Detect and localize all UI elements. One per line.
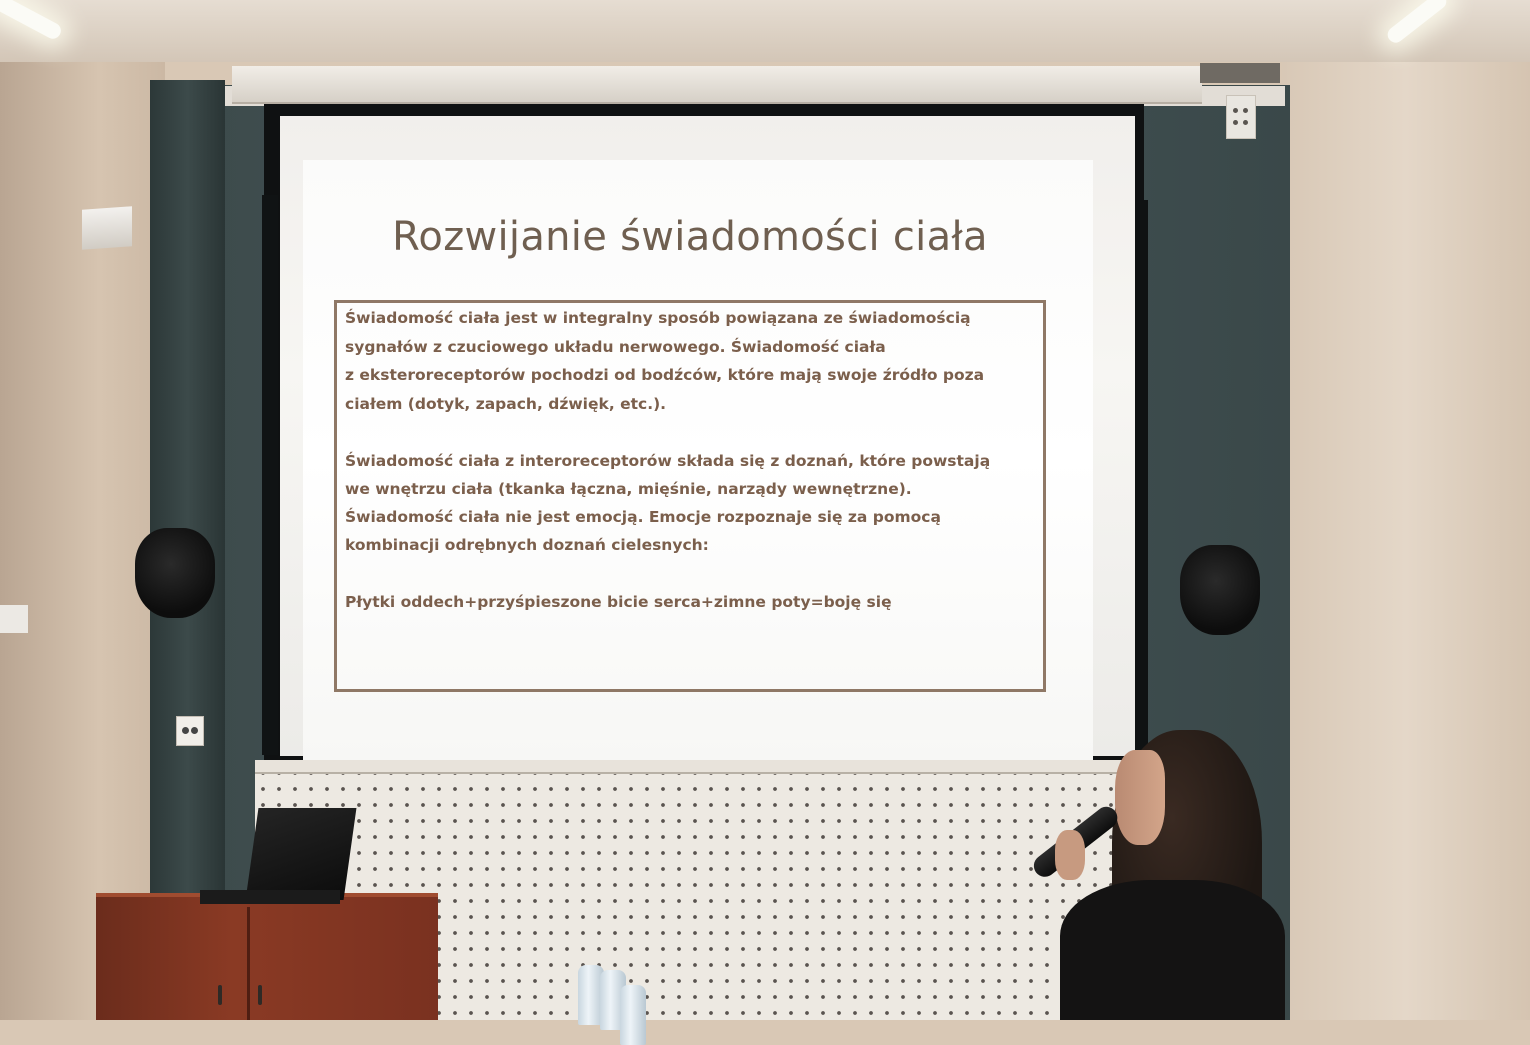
presenter-face [1115, 750, 1165, 845]
cabinet-handle [258, 985, 262, 1005]
laptop-base [200, 890, 340, 904]
cabinet-handle [218, 985, 222, 1005]
presenter-hand [1055, 830, 1085, 880]
outlet-hole [1243, 108, 1248, 113]
projector-screen-casing [232, 66, 1202, 104]
casing-end-cap [1200, 63, 1280, 83]
ceiling [0, 0, 1530, 62]
outlet-hole [1243, 120, 1248, 125]
slide-text-line: z eksteroreceptorów pochodzi od bodźców, które mają swoje źródło poza [345, 366, 985, 384]
wall-sensor [82, 206, 132, 249]
outlet-hole [1233, 108, 1238, 113]
wall-outlet [1226, 95, 1256, 139]
laptop-lid [246, 808, 357, 900]
cabinet-door-gap [247, 907, 250, 1020]
wooden-cabinet [96, 897, 438, 1020]
slide-text-line: Płytki oddech+przyśpieszone bicie serca+zimne poty=boję się [345, 593, 892, 611]
slide-text-line: Świadomość ciała nie jest emocją. Emocje rozpoznaje się za pomocą [345, 508, 941, 526]
screen-rail-left [262, 195, 278, 755]
right-wall [1282, 62, 1530, 1020]
slide-text-line: Świadomość ciała z interoreceptorów składa się z doznań, które powstają [345, 452, 991, 470]
speaker-left [135, 528, 215, 618]
outlet-hole [1233, 120, 1238, 125]
slide-text-line: we wnętrzu ciała (tkanka łączna, mięśnie, narządy wewnętrzne). [345, 480, 912, 498]
slide-text-line: kombinacji odrębnych doznań cielesnych: [345, 536, 709, 554]
left-wall [0, 62, 165, 1020]
speaker-right [1180, 545, 1260, 635]
slide-text-line: ciałem (dotyk, zapach, dźwięk, etc.). [345, 395, 667, 413]
socket-hole [191, 727, 198, 734]
presenter-body [1060, 880, 1285, 1020]
power-socket [176, 716, 204, 746]
light-switch [0, 605, 28, 633]
screen-bottom-rail [255, 760, 1125, 774]
slide-text-line: sygnałów z czuciowego układu nerwowego. Świadomość ciała [345, 338, 886, 356]
slide-text-line: Świadomość ciała jest w integralny sposób powiązana ze świadomością [345, 309, 971, 327]
slide-title: Rozwijanie świadomości ciała [392, 214, 988, 260]
socket-hole [182, 727, 189, 734]
water-bottle [620, 985, 646, 1045]
